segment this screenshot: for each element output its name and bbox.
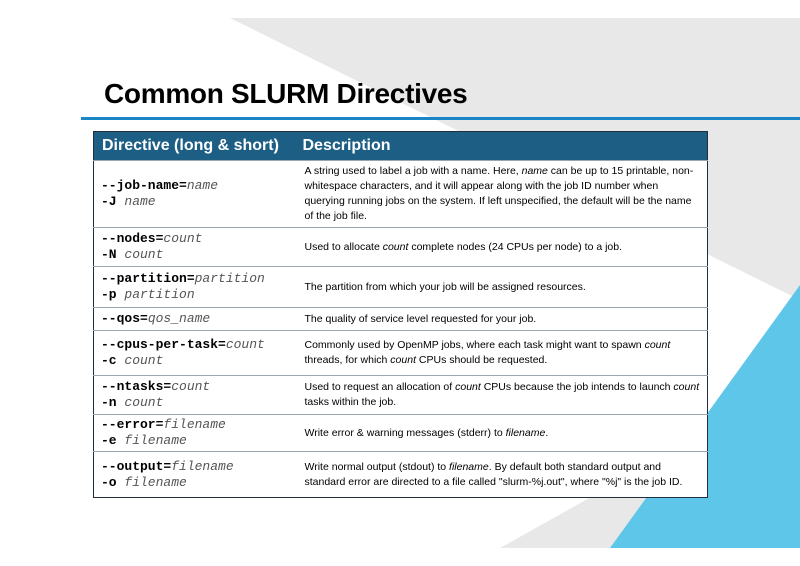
short-option: -n: [101, 395, 125, 410]
description-text: threads, for which: [304, 354, 391, 366]
description-variable: name: [521, 165, 548, 177]
long-form-directive: [101, 459, 295, 475]
long-argument: qos_name: [147, 311, 211, 326]
directive-cell: [94, 161, 295, 228]
short-form-directive: [101, 287, 295, 303]
description-text: CPUs because the job intends to launch: [480, 381, 674, 393]
short-option: -e: [101, 433, 125, 448]
description-cell: [295, 161, 708, 228]
long-option: --nodes=: [101, 231, 164, 246]
description-text: can be up to 15 printable, non-whitespace characters, and it will appear along with the job ID number when querying running jobs on the system. If left unspecified, the default will be the name of the job file.: [304, 165, 694, 222]
short-argument: name: [124, 194, 156, 209]
table-row: [94, 228, 708, 267]
long-argument: filename: [163, 417, 226, 432]
description-variable: filename: [449, 460, 489, 473]
short-form-directive: [101, 433, 295, 449]
description-text: . By default both standard output and standard error are directed to a file called "slurm-%j.out", where "%j" is the job ID.: [304, 460, 683, 488]
description-text: The partition from which your job will be assigned resources.: [304, 280, 586, 293]
description-text: tasks within the job.: [304, 396, 397, 408]
description-text: Write error & warning messages (stderr) to: [304, 426, 506, 439]
directive-cell: [94, 267, 295, 308]
title-underline: [81, 117, 800, 120]
table-row: [94, 452, 708, 498]
directive-cell: [94, 452, 295, 498]
directive-cell: [94, 331, 295, 376]
description-text: Commonly used by OpenMP jobs, where each task might want to spawn: [304, 339, 645, 351]
short-option: -c: [101, 353, 125, 368]
description-cell: [295, 415, 708, 452]
description-cell: [295, 452, 708, 498]
short-argument: filename: [124, 433, 187, 448]
table-row: [94, 267, 708, 308]
long-option: --job-name=: [101, 178, 187, 193]
short-form-directive: [101, 247, 295, 263]
description-cell: [295, 267, 708, 308]
long-form-directive: [101, 271, 295, 287]
directive-cell: [94, 376, 295, 415]
long-argument: filename: [171, 458, 234, 474]
short-argument: count: [124, 395, 164, 410]
table-header-row: [94, 132, 708, 161]
description-variable: count: [390, 354, 416, 366]
long-argument: count: [171, 379, 211, 394]
description-text: complete nodes (24 CPUs per node) to a job.: [408, 240, 623, 253]
description-variable: count: [673, 381, 700, 393]
table-row: [94, 161, 708, 228]
description-text: CPUs should be requested.: [415, 354, 548, 366]
description-cell: [295, 331, 708, 376]
page-title: Common SLURM Directives: [104, 78, 468, 109]
description-variable: count: [455, 381, 481, 393]
directive-cell: [94, 415, 295, 452]
description-cell: [295, 376, 708, 415]
description-variable: count: [644, 339, 671, 351]
directive-cell: [94, 228, 295, 267]
long-form-directive: [101, 417, 295, 433]
column-header-description: Description: [295, 132, 708, 161]
table-row: [94, 415, 708, 452]
short-argument: count: [124, 247, 164, 262]
short-option: -N: [101, 247, 125, 262]
description-cell: [295, 308, 708, 331]
description-cell: [295, 228, 708, 267]
description-text: A string used to label a job with a name. Here,: [304, 165, 522, 177]
long-argument: count: [225, 337, 265, 352]
description-text: Write normal output (stdout) to: [304, 460, 450, 473]
short-option: -p: [101, 287, 125, 302]
directives-table: [93, 131, 708, 498]
long-option: --qos=: [101, 311, 148, 326]
description-text: Used to allocate: [304, 240, 383, 253]
long-form-directive: [101, 311, 295, 327]
long-option: --output=: [101, 458, 172, 474]
table-row: [94, 331, 708, 376]
short-argument: count: [124, 353, 164, 368]
short-form-directive: [101, 194, 295, 210]
long-argument: count: [163, 231, 203, 246]
description-variable: filename: [505, 426, 546, 439]
description-text: .: [545, 426, 549, 439]
short-form-directive: [101, 475, 295, 491]
directive-cell: [94, 308, 295, 331]
long-option: --ntasks=: [101, 379, 172, 394]
long-argument: partition: [194, 271, 265, 286]
long-form-directive: [101, 231, 295, 247]
short-argument: partition: [124, 287, 195, 302]
description-text: The quality of service level requested for your job.: [304, 312, 537, 325]
long-option: --error=: [101, 417, 164, 432]
description-text: Used to request an allocation of: [304, 381, 456, 393]
long-form-directive: [101, 379, 295, 395]
long-option: --cpus-per-task=: [101, 337, 226, 352]
short-option: -J: [101, 194, 125, 209]
long-form-directive: [101, 337, 295, 353]
short-option: -o: [101, 474, 125, 490]
table-row: [94, 376, 708, 415]
description-variable: count: [382, 240, 409, 253]
table-row: [94, 308, 708, 331]
short-argument: filename: [124, 474, 187, 490]
short-form-directive: [101, 353, 295, 369]
column-header-directive: Directive (long & short): [94, 132, 295, 161]
long-option: --partition=: [101, 271, 195, 286]
long-form-directive: [101, 178, 295, 194]
long-argument: name: [186, 178, 219, 193]
short-form-directive: [101, 395, 295, 411]
